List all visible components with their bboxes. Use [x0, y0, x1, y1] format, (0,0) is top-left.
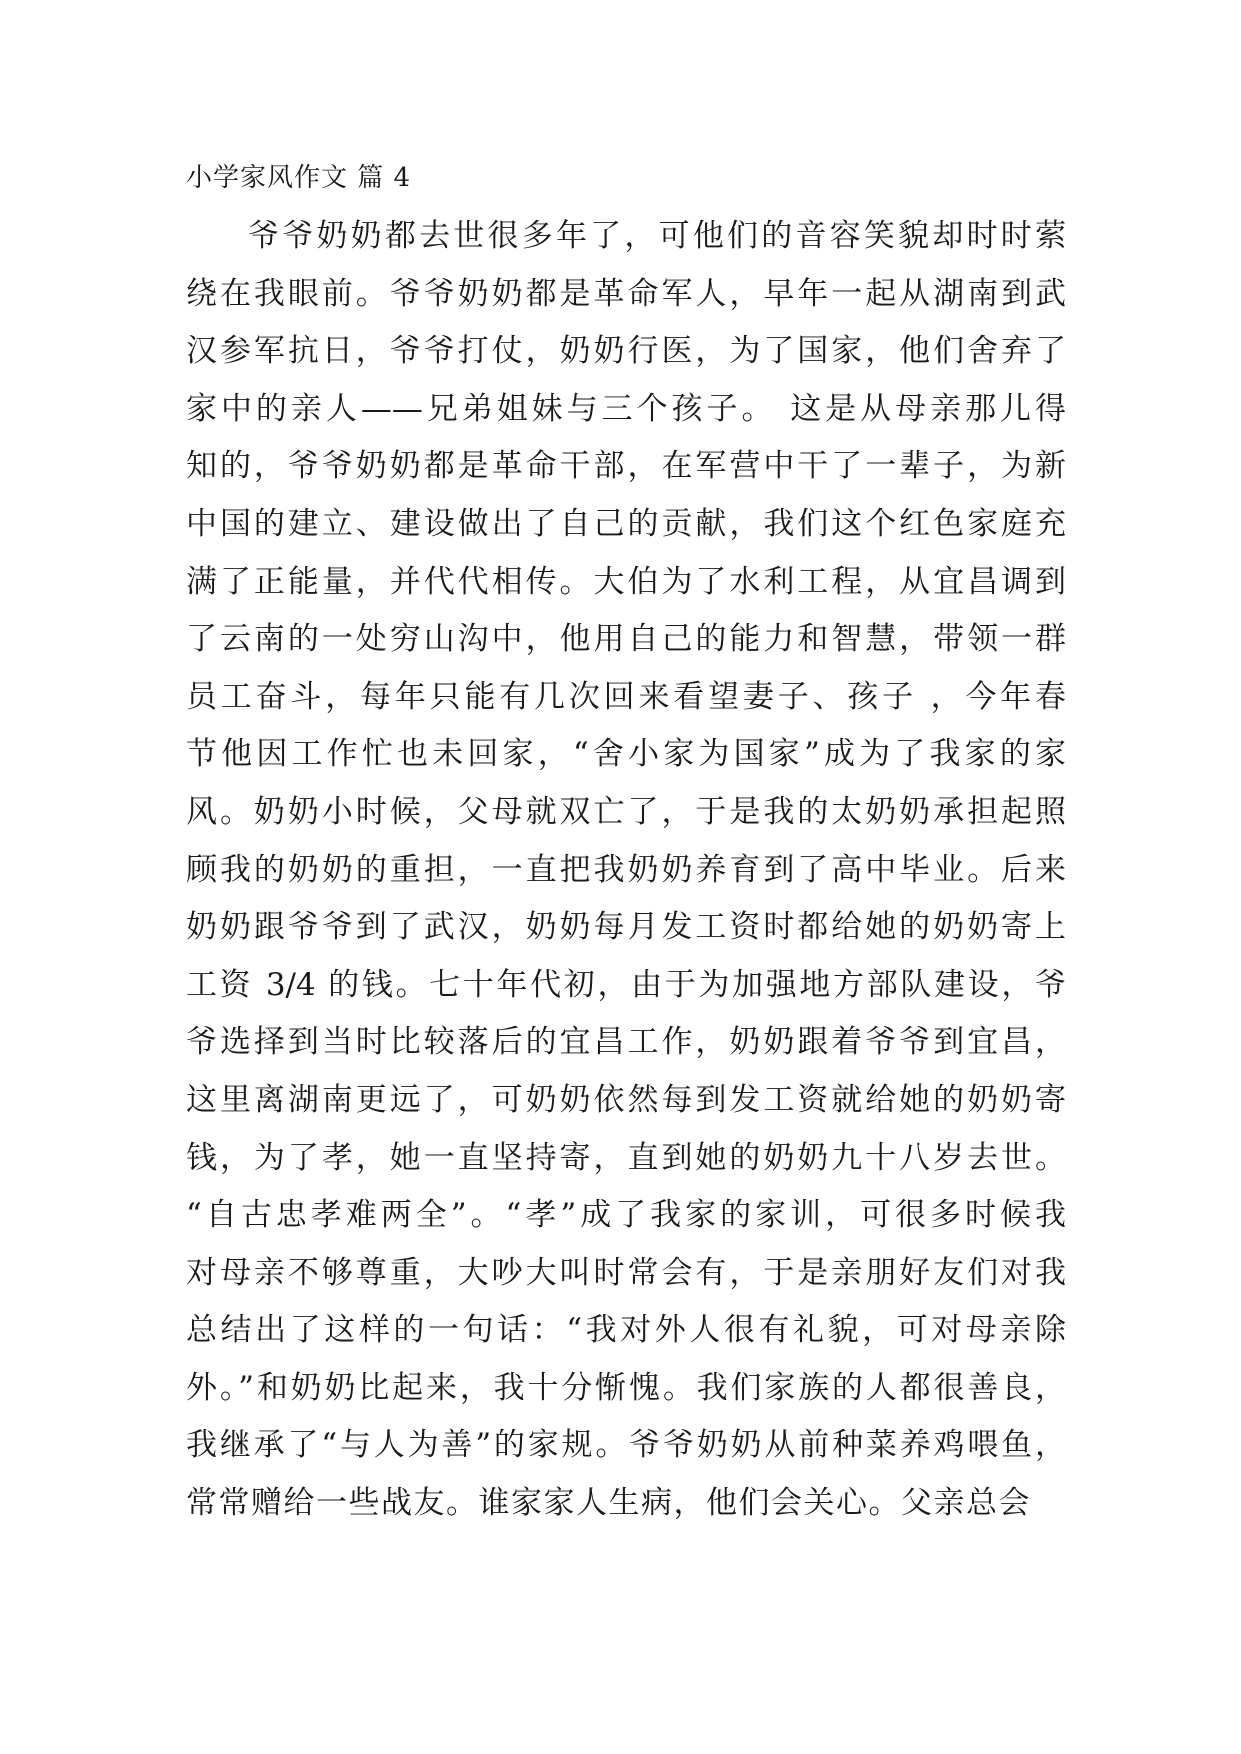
paragraph-line: 顾我的奶奶的重担，一直把我奶奶养育到了高中毕业。后来 — [186, 851, 1066, 888]
paragraph-line: 爷选择到当时比较落后的宜昌工作，奶奶跟着爷爷到宜昌， — [186, 1024, 1066, 1061]
document-heading: 小学家风作文 篇 4 — [186, 163, 412, 193]
paragraph-line: 总结出了这样的一句话：“我对外人很有礼貌，可对母亲除 — [186, 1312, 1066, 1349]
essay-body — [186, 208, 1066, 1533]
paragraph-line: 爷爷奶奶都去世很多年了，可他们的音容笑貌却时时萦 — [248, 218, 1066, 254]
paragraph-line: 风。奶奶小时候，父母就双亡了，于是我的太奶奶承担起照 — [186, 793, 1066, 830]
paragraph-line: 满了正能量，并代代相传。大伯为了水利工程，从宜昌调到 — [186, 563, 1066, 600]
paragraph-line: 员工奋斗，每年只能有几次回来看望妻子、孩子 ，今年春 — [186, 678, 1066, 715]
paragraph-line: 了云南的一处穷山沟中，他用自己的能力和智慧，带领一群 — [186, 621, 1066, 658]
paragraph-line: 中国的建立、建设做出了自己的贡献，我们这个红色家庭充 — [186, 505, 1066, 542]
paragraph-line: 这里离湖南更远了，可奶奶依然每到发工资就给她的奶奶寄 — [186, 1081, 1066, 1118]
paragraph-line: 我继承了“与人为善”的家规。爷爷奶奶从前种菜养鸡喂鱼， — [186, 1427, 1066, 1464]
paragraph-line: 节他因工作忙也未回家，“舍小家为国家”成为了我家的家 — [186, 736, 1066, 773]
paragraph-line: 知的，爷爷奶奶都是革命干部，在军营中干了一辈子，为新 — [186, 448, 1066, 485]
paragraph-line: 钱，为了孝，她一直坚持寄，直到她的奶奶九十八岁去世。 — [186, 1139, 1066, 1176]
paragraph-line: “自古忠孝难两全”。“孝”成了我家的家训，可很多时候我 — [186, 1197, 1066, 1234]
paragraph-line: 常常赠给一些战友。谁家家人生病，他们会关心。父亲总会 — [186, 1485, 1031, 1522]
paragraph-line: 家中的亲人——兄弟姐妹与三个孩子。 这是从母亲那儿得 — [186, 390, 1066, 427]
paragraph-line: 绕在我眼前。爷爷奶奶都是革命军人，早年一起从湖南到武 — [186, 275, 1066, 312]
paragraph-line: 汉参军抗日，爷爷打仗，奶奶行医，为了国家，他们舍弃了 — [186, 333, 1066, 370]
paragraph-line: 外。”和奶奶比起来，我十分惭愧。我们家族的人都很善良， — [186, 1369, 1066, 1406]
paragraph-line: 工资 3/4 的钱。七十年代初，由于为加强地方部队建设，爷 — [186, 966, 1066, 1003]
paragraph-line: 对母亲不够尊重，大吵大叫时常会有，于是亲朋好友们对我 — [186, 1254, 1066, 1291]
paragraph-line: 奶奶跟爷爷到了武汉，奶奶每月发工资时都给她的奶奶寄上 — [186, 909, 1066, 946]
